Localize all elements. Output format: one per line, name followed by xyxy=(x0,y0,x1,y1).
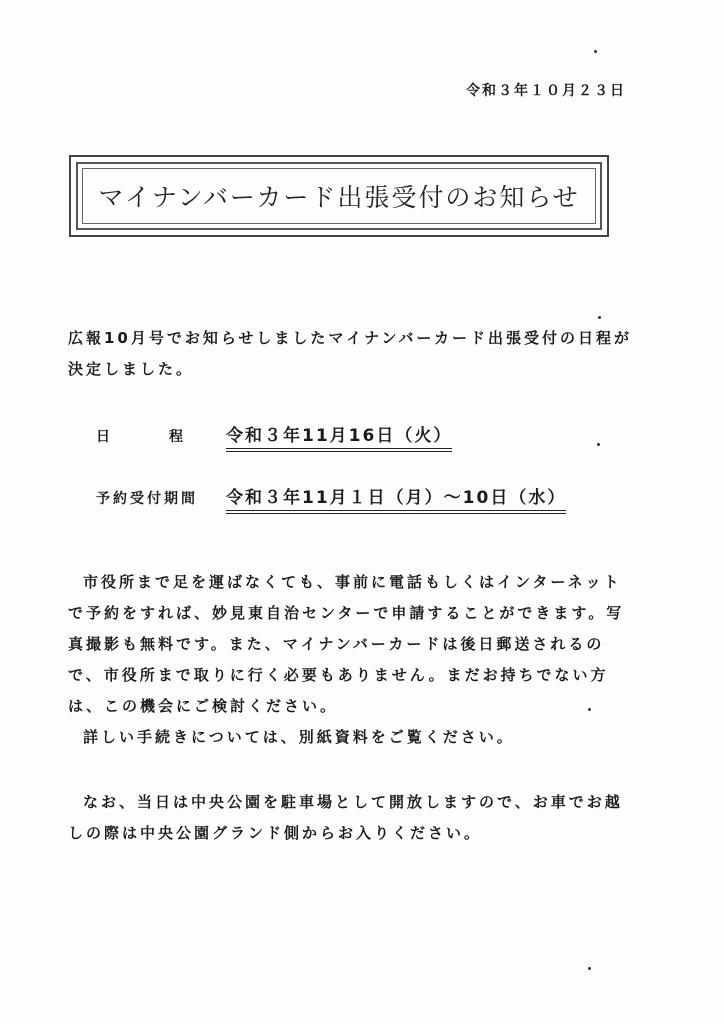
scan-speck xyxy=(588,708,591,711)
schedule-date-row xyxy=(96,421,452,452)
notice-text: なお、当日は中央公園を駐車場として開放しますので、お車でお越しの際は中央公園グランド側からお入りください。 xyxy=(68,793,623,842)
scan-speck xyxy=(594,50,597,53)
title-frame xyxy=(69,155,609,237)
schedule-date-label: 日 程 xyxy=(96,429,186,445)
body-paragraph-2: 詳しい手続きについては、別紙資料をご覧ください。 xyxy=(83,728,515,746)
scan-speck xyxy=(598,316,601,319)
scan-speck xyxy=(588,967,591,970)
body-text xyxy=(68,567,638,753)
document-title: マイナンバーカード出張受付のお知らせ xyxy=(98,183,580,212)
scan-speck xyxy=(597,443,600,446)
document-date: 令和３年１０月２３日 xyxy=(466,83,626,99)
intro-paragraph: 広報10月号でお知らせしましたマイナンバーカード出張受付の日程が決定しました。 xyxy=(68,329,633,378)
notice-paragraph xyxy=(68,787,638,849)
body-paragraph-1: 市役所まで足を運ばなくても、事前に電話もしくはインターネットで予約をすれば、妙見東自治センターで申請することができます。写真撮影も無料です。また、マイナンバーカードは後日郵送されるので、市役所まで取りに行く必要もありません。まだお持ちでない方は、この機会にご検討ください。 xyxy=(68,573,625,715)
reservation-period-row xyxy=(96,483,566,514)
schedule-date-value: 令和３年11月16日（火） xyxy=(226,421,452,452)
reservation-period-value: 令和３年11月１日（月）～10日（水） xyxy=(226,483,566,514)
reservation-period-label: 予約受付期間 xyxy=(96,491,198,507)
